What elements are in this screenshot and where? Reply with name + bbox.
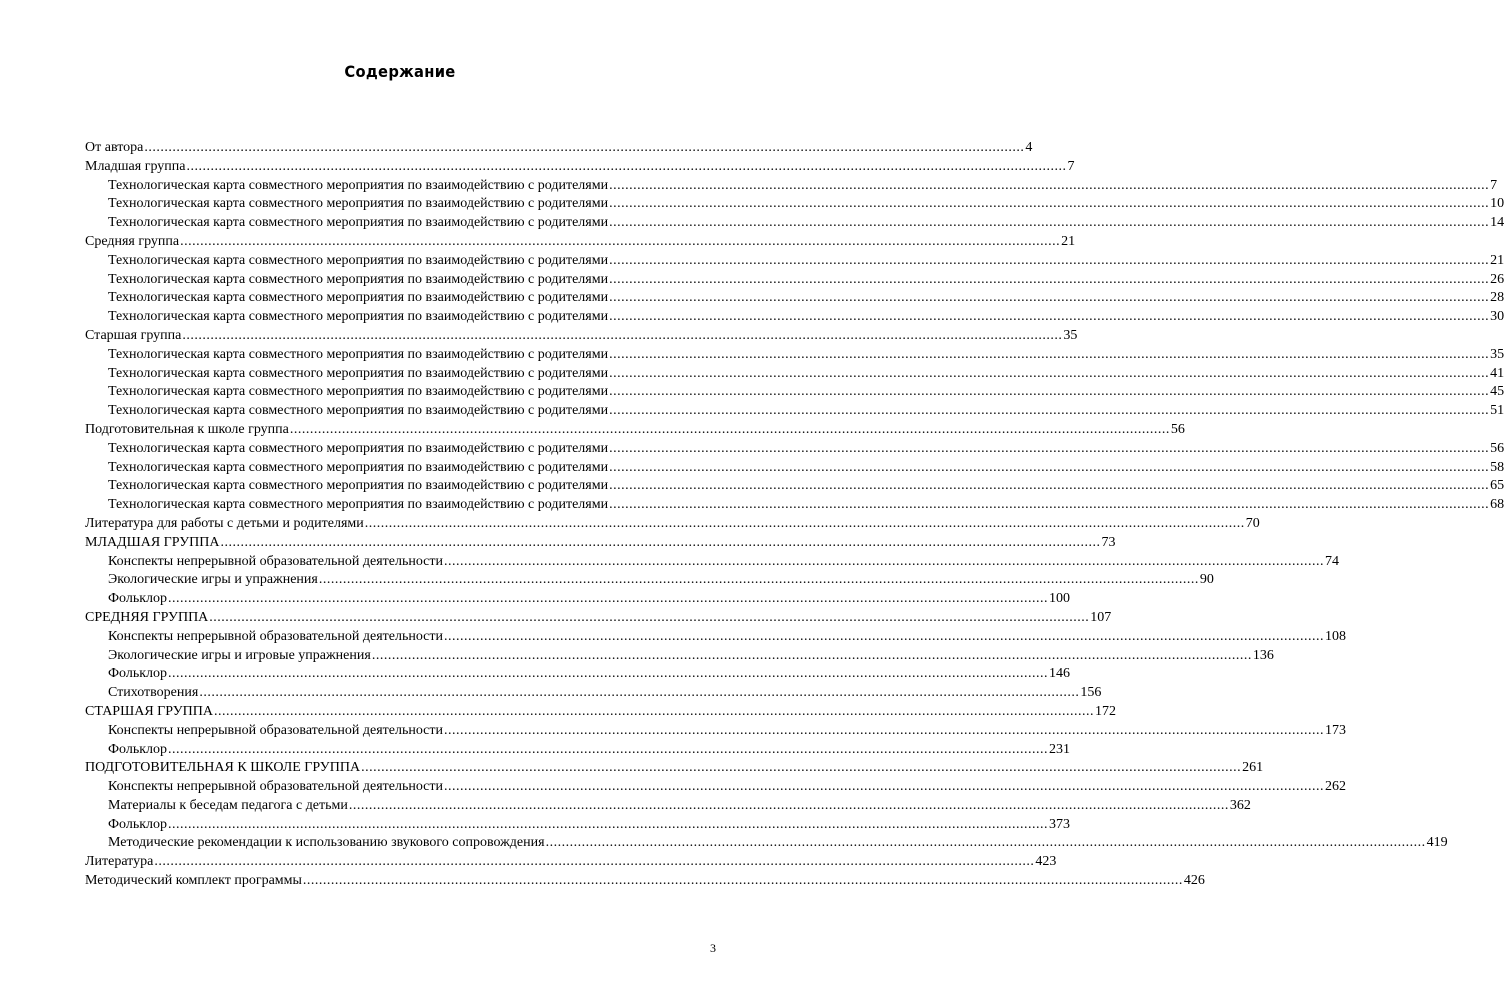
toc-entry[interactable] bbox=[85, 233, 1076, 252]
toc-entry-page: 156 bbox=[1080, 685, 1102, 701]
toc-entry-page: 65 bbox=[1490, 478, 1504, 494]
toc-leader-dots: ............................................................................................................................................................................................................................ bbox=[348, 797, 1229, 813]
toc-leader-dots: ............................................................................................................................................................................................................................ bbox=[609, 309, 1490, 325]
toc-entry-title: Фольклор bbox=[108, 741, 168, 757]
toc-entry-page: 73 bbox=[1101, 534, 1116, 550]
toc-entry-page: 419 bbox=[1426, 835, 1448, 851]
toc-leader-dots: ............................................................................................................................................................................................................................ bbox=[168, 591, 1049, 607]
toc-entry-page: 173 bbox=[1325, 722, 1347, 738]
toc-entry-title: Технологическая карта совместного мероприятия по взаимодействию с родителями bbox=[108, 271, 609, 287]
toc-entry[interactable] bbox=[85, 365, 1504, 384]
toc-entry-page: 51 bbox=[1490, 403, 1504, 419]
toc-entry-page: 231 bbox=[1049, 741, 1071, 757]
toc-leader-dots: ............................................................................................................................................................................................................................ bbox=[186, 158, 1067, 174]
toc-entry-page: 362 bbox=[1229, 797, 1251, 813]
toc-entry[interactable] bbox=[85, 252, 1504, 271]
toc-entry[interactable] bbox=[85, 834, 1448, 853]
toc-entry-title: Экологические игры и игровые упражнения bbox=[108, 647, 371, 663]
toc-entry-title: Технологическая карта совместного мероприятия по взаимодействию с родителями bbox=[108, 365, 609, 381]
toc-entry-page: 373 bbox=[1049, 816, 1071, 832]
toc-entry-page: 28 bbox=[1490, 290, 1504, 306]
toc-entry[interactable] bbox=[85, 477, 1504, 496]
toc-entry[interactable] bbox=[85, 853, 1057, 872]
toc-entry-page: 172 bbox=[1094, 703, 1116, 719]
toc-entry[interactable] bbox=[85, 515, 1260, 534]
toc-entry[interactable] bbox=[85, 214, 1504, 233]
toc-entry-page: 426 bbox=[1183, 873, 1205, 889]
toc-leader-dots: ............................................................................................................................................................................................................................ bbox=[444, 722, 1325, 738]
toc-entry[interactable] bbox=[85, 778, 1347, 797]
toc-entry[interactable] bbox=[85, 459, 1504, 478]
toc-entry-page: 100 bbox=[1049, 591, 1071, 607]
toc-entry-title: Старшая группа bbox=[85, 327, 182, 343]
toc-entry-title: Средняя группа bbox=[85, 233, 180, 249]
page-number: 3 bbox=[710, 941, 716, 955]
toc-entry-page: 261 bbox=[1242, 760, 1264, 776]
toc-entry[interactable] bbox=[85, 553, 1340, 572]
toc-entry-title: Технологическая карта совместного мероприятия по взаимодействию с родителями bbox=[108, 309, 609, 325]
toc-entry-title: СТАРШАЯ ГРУППА bbox=[85, 703, 213, 719]
toc-entry-page: 56 bbox=[1490, 440, 1504, 456]
toc-entry[interactable] bbox=[85, 665, 1071, 684]
toc-leader-dots: ............................................................................................................................................................................................................................ bbox=[609, 365, 1490, 381]
toc-entry-title: Конспекты непрерывной образовательной деятельности bbox=[108, 779, 444, 795]
toc-entry-title: Технологическая карта совместного мероприятия по взаимодействию с родителями bbox=[108, 290, 609, 306]
toc-leader-dots: ............................................................................................................................................................................................................................ bbox=[168, 666, 1049, 682]
toc-leader-dots: ............................................................................................................................................................................................................................ bbox=[609, 478, 1490, 494]
toc-entry[interactable] bbox=[85, 383, 1504, 402]
toc-entry[interactable] bbox=[85, 327, 1078, 346]
toc-entry[interactable] bbox=[85, 346, 1504, 365]
toc-leader-dots: ............................................................................................................................................................................................................................ bbox=[364, 515, 1245, 531]
toc-entry[interactable] bbox=[85, 534, 1116, 553]
toc-leader-dots: ............................................................................................................................................................................................................................ bbox=[302, 873, 1183, 889]
toc-leader-dots: ............................................................................................................................................................................................................................ bbox=[609, 384, 1490, 400]
toc-entry-page: 7 bbox=[1067, 158, 1075, 174]
toc-entry[interactable] bbox=[85, 722, 1347, 741]
toc-entry[interactable] bbox=[85, 816, 1071, 835]
toc-leader-dots: ............................................................................................................................................................................................................................ bbox=[154, 854, 1035, 870]
toc-entry-title: Литература для работы с детьми и родителями bbox=[85, 515, 364, 531]
toc-entry-page: 26 bbox=[1490, 271, 1504, 287]
toc-entry[interactable] bbox=[85, 158, 1075, 177]
toc-entry-title: Фольклор bbox=[108, 666, 168, 682]
toc-entry-title: Фольклор bbox=[108, 816, 168, 832]
toc-entry-page: 30 bbox=[1490, 309, 1504, 325]
toc-leader-dots: ............................................................................................................................................................................................................................ bbox=[144, 140, 1025, 155]
toc-entry-page: 14 bbox=[1490, 215, 1504, 231]
toc-entry-page: 56 bbox=[1170, 421, 1185, 437]
toc-entry-page: 70 bbox=[1245, 515, 1260, 531]
toc-entry-title: От автора bbox=[85, 140, 144, 155]
toc-leader-dots: ............................................................................................................................................................................................................................ bbox=[318, 572, 1199, 588]
toc-leader-dots: ............................................................................................................................................................................................................................ bbox=[609, 271, 1490, 287]
toc-entry-title: Технологическая карта совместного мероприятия по взаимодействию с родителями bbox=[108, 459, 609, 475]
toc-entry-page: 10 bbox=[1490, 196, 1504, 212]
toc-entry[interactable] bbox=[85, 741, 1071, 760]
toc-entry-title: Экологические игры и упражнения bbox=[108, 572, 318, 588]
toc-leader-dots: ............................................................................................................................................................................................................................ bbox=[609, 459, 1490, 475]
toc-entry-page: 68 bbox=[1490, 497, 1504, 513]
toc-entry-title: Материалы к беседам педагога с детьми bbox=[108, 797, 348, 813]
toc-entry-title: Технологическая карта совместного мероприятия по взаимодействию с родителями bbox=[108, 196, 609, 212]
toc-entry[interactable] bbox=[85, 571, 1214, 590]
toc-leader-dots: ............................................................................................................................................................................................................................ bbox=[361, 760, 1242, 776]
toc-entry-title: Технологическая карта совместного мероприятия по взаимодействию с родителями bbox=[108, 215, 609, 231]
toc-leader-dots: ............................................................................................................................................................................................................................ bbox=[609, 440, 1490, 456]
toc-entry-page: 90 bbox=[1199, 572, 1214, 588]
toc-leader-dots: ............................................................................................................................................................................................................................ bbox=[444, 628, 1325, 644]
toc-entry-title: Технологическая карта совместного мероприятия по взаимодействию с родителями bbox=[108, 252, 609, 268]
toc-entry-title: Технологическая карта совместного мероприятия по взаимодействию с родителями bbox=[108, 384, 609, 400]
toc-entry-title: Конспекты непрерывной образовательной деятельности bbox=[108, 628, 444, 644]
toc-entry-title: Литература bbox=[85, 854, 154, 870]
toc-entry-page: 35 bbox=[1490, 346, 1504, 362]
toc-leader-dots: ............................................................................................................................................................................................................................ bbox=[182, 327, 1063, 343]
toc-leader-dots: ............................................................................................................................................................................................................................ bbox=[545, 835, 1426, 851]
toc-entry-title: Младшая группа bbox=[85, 158, 186, 174]
toc-leader-dots: ............................................................................................................................................................................................................................ bbox=[609, 177, 1490, 193]
toc-entry-page: 21 bbox=[1490, 252, 1504, 268]
toc-entry[interactable] bbox=[85, 609, 1112, 628]
toc-entry[interactable] bbox=[85, 421, 1185, 440]
toc-entry[interactable] bbox=[85, 872, 1205, 891]
toc-entry-title: СРЕДНЯЯ ГРУППА bbox=[85, 609, 209, 625]
toc-entry-title: Технологическая карта совместного мероприятия по взаимодействию с родителями bbox=[108, 346, 609, 362]
toc-entry-page: 108 bbox=[1325, 628, 1347, 644]
toc-entry-title: ПОДГОТОВИТЕЛЬНАЯ К ШКОЛЕ ГРУППА bbox=[85, 760, 361, 776]
toc-entry[interactable] bbox=[85, 703, 1116, 722]
toc-entry-title: Конспекты непрерывной образовательной деятельности bbox=[108, 553, 444, 569]
toc-entry-title: Фольклор bbox=[108, 591, 168, 607]
toc-entry-page: 262 bbox=[1325, 779, 1347, 795]
toc-leader-dots: ............................................................................................................................................................................................................................ bbox=[444, 553, 1325, 569]
toc-entry-page: 107 bbox=[1090, 609, 1112, 625]
toc-entry[interactable] bbox=[85, 308, 1504, 327]
toc-leader-dots: ............................................................................................................................................................................................................................ bbox=[371, 647, 1252, 663]
toc-entry[interactable] bbox=[85, 647, 1274, 666]
toc-entry[interactable] bbox=[85, 402, 1504, 421]
toc-entry[interactable] bbox=[85, 496, 1504, 515]
page-title: Содержание bbox=[344, 62, 456, 81]
toc-entry-page: 7 bbox=[1490, 177, 1498, 193]
toc-leader-dots: ............................................................................................................................................................................................................................ bbox=[609, 497, 1490, 513]
toc-entry-page: 35 bbox=[1063, 327, 1078, 343]
toc-entry-page: 74 bbox=[1325, 553, 1340, 569]
toc-entry-title: Методические рекомендации к использованию звукового сопровождения bbox=[108, 835, 545, 851]
toc-leader-dots: ............................................................................................................................................................................................................................ bbox=[444, 779, 1325, 795]
toc-entry[interactable] bbox=[85, 289, 1504, 308]
toc-leader-dots: ............................................................................................................................................................................................................................ bbox=[199, 685, 1080, 701]
toc-leader-dots: ............................................................................................................................................................................................................................ bbox=[609, 252, 1490, 268]
toc-entry-title: Стихотворения bbox=[108, 685, 199, 701]
toc-leader-dots: ............................................................................................................................................................................................................................ bbox=[289, 421, 1170, 437]
toc-entry-page: 21 bbox=[1061, 233, 1076, 249]
toc-entry[interactable] bbox=[85, 177, 1498, 196]
toc-entry-title: Методический комплект программы bbox=[85, 873, 302, 889]
toc-entry-title: Технологическая карта совместного мероприятия по взаимодействию с родителями bbox=[108, 497, 609, 513]
toc-entry-page: 41 bbox=[1490, 365, 1504, 381]
toc-entry[interactable] bbox=[85, 628, 1347, 647]
toc-entry-title: Технологическая карта совместного мероприятия по взаимодействию с родителями bbox=[108, 478, 609, 494]
toc-entry[interactable] bbox=[85, 797, 1251, 816]
toc-entry-title: Конспекты непрерывной образовательной деятельности bbox=[108, 722, 444, 738]
toc-entry-page: 136 bbox=[1252, 647, 1274, 663]
toc-leader-dots: ............................................................................................................................................................................................................................ bbox=[609, 290, 1490, 306]
toc-leader-dots: ............................................................................................................................................................................................................................ bbox=[609, 196, 1490, 212]
toc-leader-dots: ............................................................................................................................................................................................................................ bbox=[209, 609, 1090, 625]
toc-entry[interactable] bbox=[85, 440, 1504, 459]
toc-entry-page: 58 bbox=[1490, 459, 1504, 475]
toc-entry-title: Подготовительная к школе группа bbox=[85, 421, 289, 437]
table-of-contents bbox=[85, 139, 1504, 891]
toc-leader-dots: ............................................................................................................................................................................................................................ bbox=[609, 403, 1490, 419]
toc-entry[interactable] bbox=[85, 139, 1033, 158]
toc-leader-dots: ............................................................................................................................................................................................................................ bbox=[168, 741, 1049, 757]
toc-leader-dots: ............................................................................................................................................................................................................................ bbox=[168, 816, 1049, 832]
toc-entry-title: Технологическая карта совместного мероприятия по взаимодействию с родителями bbox=[108, 177, 609, 193]
toc-leader-dots: ............................................................................................................................................................................................................................ bbox=[213, 703, 1094, 719]
toc-entry-title: Технологическая карта совместного мероприятия по взаимодействию с родителями bbox=[108, 403, 609, 419]
toc-entry[interactable] bbox=[85, 195, 1504, 214]
toc-entry-page: 4 bbox=[1025, 140, 1033, 155]
toc-leader-dots: ............................................................................................................................................................................................................................ bbox=[609, 346, 1490, 362]
toc-entry-page: 423 bbox=[1035, 854, 1057, 870]
toc-leader-dots: ............................................................................................................................................................................................................................ bbox=[609, 215, 1490, 231]
toc-entry[interactable] bbox=[85, 590, 1071, 609]
toc-entry-page: 45 bbox=[1490, 384, 1504, 400]
toc-leader-dots: ............................................................................................................................................................................................................................ bbox=[220, 534, 1101, 550]
toc-entry-title: Технологическая карта совместного мероприятия по взаимодействию с родителями bbox=[108, 440, 609, 456]
toc-entry-page: 146 bbox=[1049, 666, 1071, 682]
toc-entry[interactable] bbox=[85, 759, 1264, 778]
toc-leader-dots: ............................................................................................................................................................................................................................ bbox=[180, 233, 1061, 249]
toc-entry-title: МЛАДШАЯ ГРУППА bbox=[85, 534, 220, 550]
toc-entry[interactable] bbox=[85, 684, 1102, 703]
toc-entry[interactable] bbox=[85, 271, 1504, 290]
